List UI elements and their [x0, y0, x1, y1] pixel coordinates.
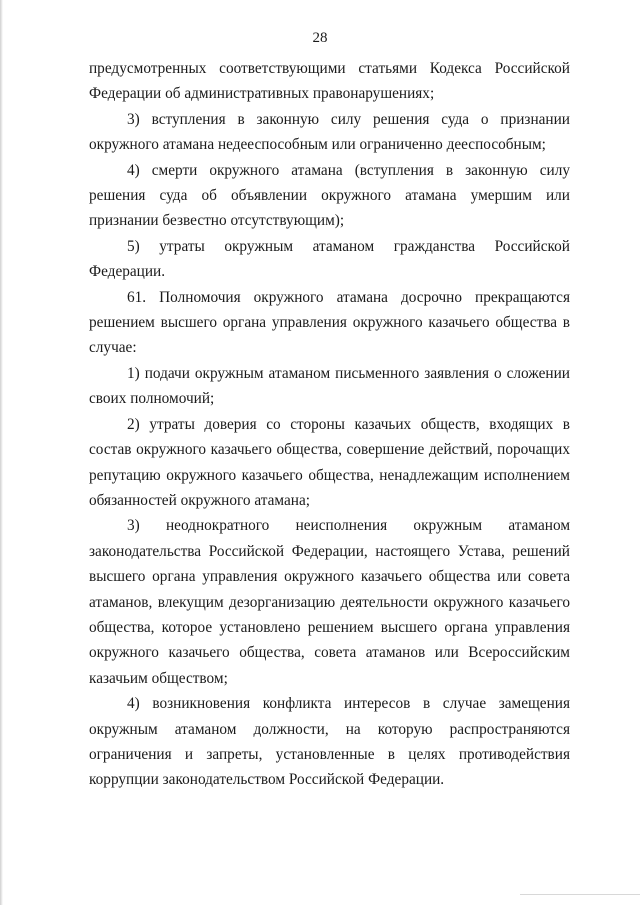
page-number: 28 [312, 30, 328, 46]
document-body [89, 56, 570, 793]
paragraph: 4) возникновения конфликта интересов в случае замещения окружным атаманом должности, на которую распространяются ограничения и запреты, установленные в целях противодействия коррупции законодательством Российской Федерации. [89, 695, 570, 789]
paragraph: предусмотренных соответствующими статьями Кодекса Российской Федерации об административных правонарушениях; [89, 60, 570, 103]
paragraph: 4) смерти окружного атамана (вступления в законную силу решения суда об объявлении окружного атамана умершим или признании безвестно отсутствующим); [89, 161, 570, 230]
paragraph: 2) утраты доверия со стороны казачьих обществ, входящих в состав окружного казачьего общества, совершение действий, порочащих репутацию окружного казачьего общества, ненадлежащим исполнением обязанностей окружного атамана; [89, 415, 570, 509]
paragraph: 3) вступления в законную силу решения суда о признании окружного атамана недееспособным или ограниченно дееспособным; [89, 110, 570, 154]
paragraph: 5) утраты окружным атаманом гражданства Российской Федерации. [89, 237, 570, 281]
paragraph: 3) неоднократного неисполнения окружным атаманом законодательства Российской Федерации, настоящего Устава, решений высшего органа управления окружного казачьего общества или совета атаманов, влекущим дезорганизацию деятельности окружного казачьего общества, которое установлено решением высшего органа управления окружного казачьего общества, совета атаманов или Всероссийским казачьим обществом; [89, 517, 570, 687]
paragraph: 61. Полномочия окружного атамана досрочно прекращаются решением высшего органа управления окружного казачьего общества в случае: [89, 288, 570, 357]
paragraph: 1) подачи окружным атаманом письменного заявления о сложении своих полномочий; [89, 364, 570, 408]
scan-edge [0, 0, 3, 905]
scan-artifact-line [520, 894, 640, 895]
